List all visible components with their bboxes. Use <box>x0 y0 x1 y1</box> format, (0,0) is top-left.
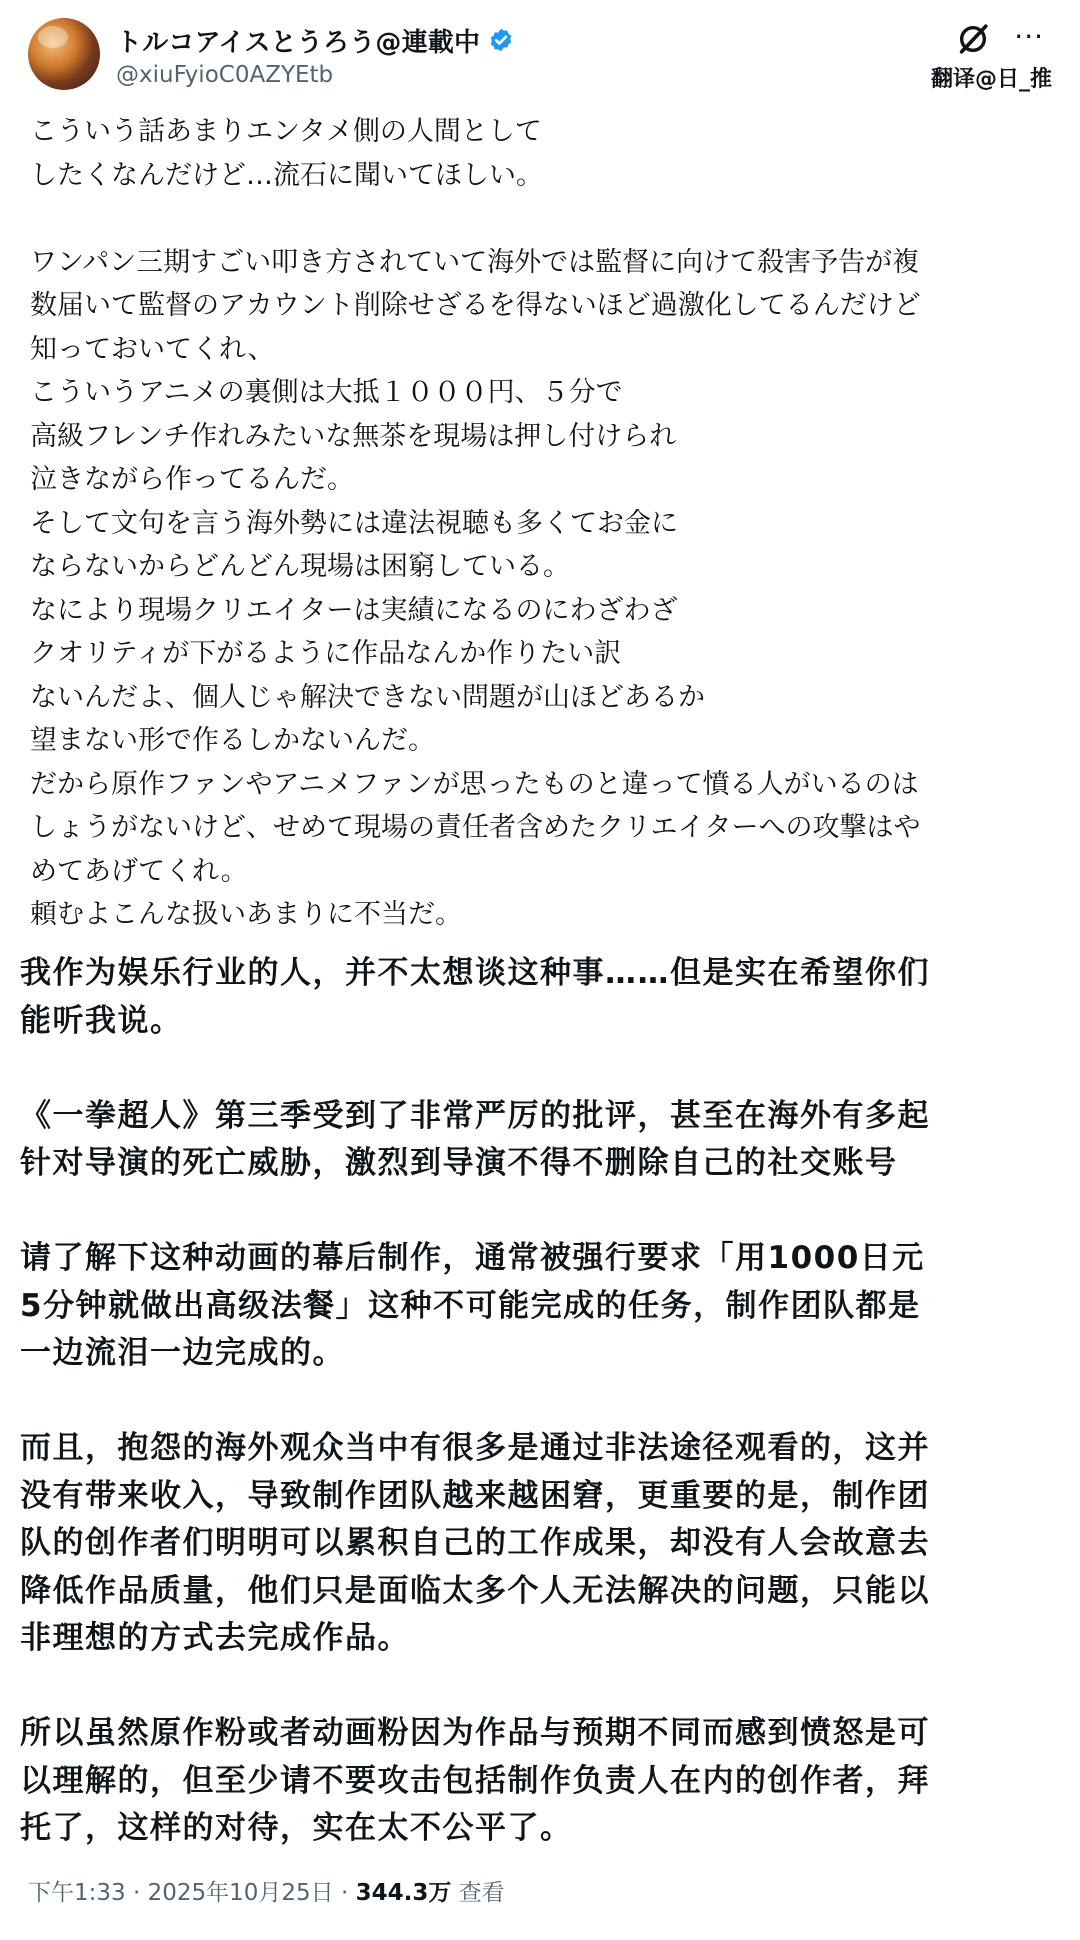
translation-line: 队的创作者们明明可以累积自己的工作成果，却没有人会故意去 <box>20 1525 930 1561</box>
translation-line: 降低作品质量，他们只是面临太多个人无法解决的问题，只能以 <box>20 1572 930 1609</box>
translation-line: 能听我说。 <box>20 1002 183 1039</box>
translation-line: 托了，这样的对待，实在太不公平了。 <box>20 1810 573 1846</box>
translation-text <box>20 950 1060 1853</box>
translation-line: 5分钟就做出高级法餐」这种不可能完成的任务，制作团队都是 <box>20 1287 921 1324</box>
translation-line: 请了解下这种动画的幕后制作，通常被强行要求「用1000日元 <box>20 1240 925 1276</box>
view-label: 查看 <box>451 1880 505 1906</box>
post-line: そして文句を言う海外勢には違法視聴も多くてお金に <box>30 507 678 539</box>
translation-line: 针对导演的死亡威胁，激烈到导演不得不删除自己的社交账号 <box>20 1145 898 1181</box>
header-actions <box>892 18 1052 98</box>
author-handle[interactable]: @xiuFyioC0AZYEtb <box>116 62 334 88</box>
post-line: ならないからどんどん現場は困窮している。 <box>30 551 570 582</box>
post-line: めてあげてくれ。 <box>30 855 248 887</box>
translation-line: 没有带来收入，导致制作团队越来越困窘，更重要的是，制作团 <box>20 1477 930 1514</box>
more-options-button[interactable]: ··· <box>1014 20 1044 53</box>
translation-line: 我作为娱乐行业的人，并不太想谈这种事……但是实在希望你们 <box>20 955 930 991</box>
post-line: ないんだよ、個人じゃ解決できない問題が山ほどあるか <box>30 681 705 713</box>
translation-credit: 翻译@日_推 <box>930 67 1052 92</box>
grok-icon[interactable] <box>956 22 990 56</box>
post-line: こういう話あまりエンタメ側の人間として <box>30 116 542 147</box>
post-header <box>28 18 1052 98</box>
translation-line: 非理想的方式去完成作品。 <box>20 1620 410 1656</box>
author-display-name[interactable]: トルコアイスとうろう@連載中 <box>116 27 481 58</box>
translation-line: 一边流泪一边完成的。 <box>20 1335 345 1371</box>
post-line: 知っておいてくれ、 <box>30 333 275 365</box>
verified-badge-icon <box>488 27 514 53</box>
post-meta <box>28 1874 505 1907</box>
translation-line: 《一拳超人》第三季受到了非常严厉的批评，甚至在海外有多起 <box>20 1097 930 1134</box>
original-post-text <box>30 110 1050 937</box>
post-line: ワンパン三期すごい叩き方されていて海外では監督に向けて殺害予告が複 <box>30 246 920 278</box>
post-line: 望まない形で作るしかないんだ。 <box>30 725 435 756</box>
post-line: したくなんだけど…流石に聞いてほしい。 <box>30 159 543 191</box>
post-line: こういうアニメの裏側は大抵１０００円、５分で <box>30 377 623 408</box>
post-line: 高級フレンチ作れみたいな無茶を現場は押し付けられ <box>30 420 677 452</box>
post-line: しょうがないけど、せめて現場の責任者含めたクリエイターへの攻撃はや <box>30 812 921 843</box>
post-line: だから原作ファンやアニメファンが思ったものと違って憤る人がいるのは <box>30 768 919 800</box>
meta-separator: · <box>333 1880 356 1906</box>
post-line: 数届いて監督のアカウント削除せざるを得ないほど過激化してるんだけど <box>30 290 921 321</box>
post-line: 泣きながら作ってるんだ。 <box>30 464 354 495</box>
translation-line: 而且，抱怨的海外观众当中有很多是通过非法途径观看的，这并 <box>20 1430 930 1466</box>
post-line: クオリティが下がるように作品なんか作りたい訳 <box>30 638 622 669</box>
translation-line: 所以虽然原作粉或者动画粉因为作品与预期不同而感到愤怒是可 <box>20 1715 930 1751</box>
post-timestamp[interactable]: 下午1:33 · 2025年10月25日 <box>28 1880 334 1906</box>
view-count[interactable]: 344.3万 <box>355 1880 452 1906</box>
author-name-row[interactable] <box>116 20 514 60</box>
post-line: 頼むよこんな扱いあまりに不当だ。 <box>30 899 462 930</box>
avatar[interactable] <box>28 18 100 90</box>
translation-line: 以理解的，但至少请不要攻击包括制作负责人在内的创作者，拜 <box>20 1762 930 1799</box>
post-line: なにより現場クリエイターは実績になるのにわざわざ <box>30 594 678 626</box>
